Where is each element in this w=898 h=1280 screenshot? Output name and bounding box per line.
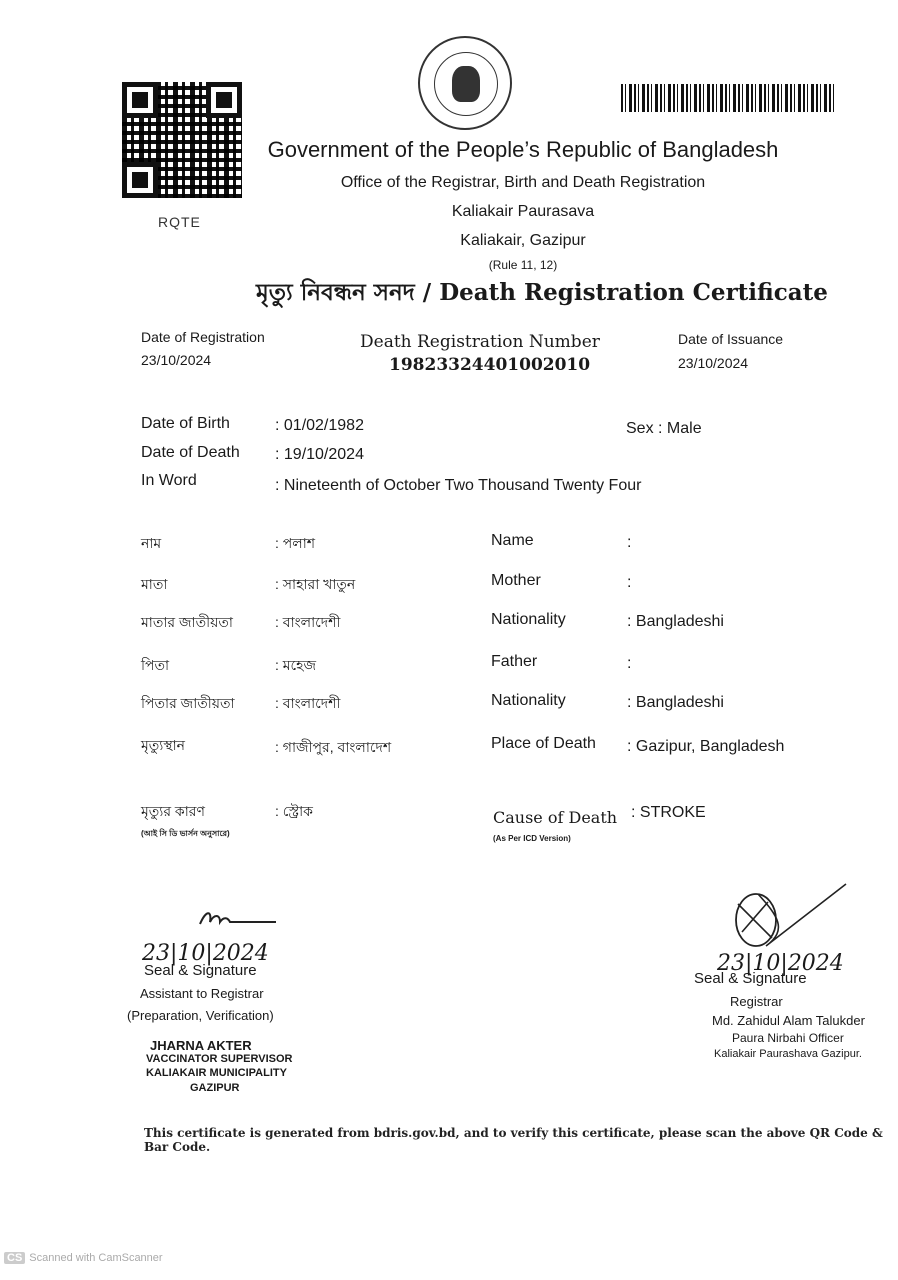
bn-cause-of-death-label: মৃত্যুর কারণ bbox=[141, 803, 205, 819]
scanner-logo: CS bbox=[4, 1252, 25, 1264]
registration-number-value: 19823324401002010 bbox=[389, 355, 591, 375]
bn-cause-of-death-value: : স্ট্রোক bbox=[275, 803, 313, 819]
registrar-name: Md. Zahidul Alam Talukder bbox=[712, 1013, 865, 1028]
registrar-signature-mark bbox=[728, 880, 854, 960]
bn-mother-label: মাতা bbox=[141, 576, 168, 592]
bn-father-label: পিতা bbox=[141, 657, 170, 673]
dob-label: Date of Birth bbox=[141, 415, 230, 432]
stamp-org: KALIAKAIR MUNICIPALITY bbox=[146, 1067, 287, 1079]
en-father-label: Father bbox=[491, 653, 538, 670]
registrar-signature-date: 23|10|2024 bbox=[717, 951, 844, 976]
paurasava-name: Kaliakair Paurasava bbox=[451, 203, 595, 220]
registration-number-label: Death Registration Number bbox=[360, 332, 600, 352]
stamp-name: JHARNA AKTER bbox=[150, 1038, 252, 1053]
bn-cause-of-death-note: (আই সি ডি ভার্সন অনুসারে) bbox=[141, 829, 230, 838]
in-word-label: In Word bbox=[141, 472, 197, 489]
bn-mother-nationality-value: : বাংলাদেশী bbox=[275, 614, 341, 630]
bn-mother-nationality-label: মাতার জাতীয়তা bbox=[141, 614, 233, 630]
bn-name-value: : পলাশ bbox=[275, 535, 316, 551]
footer-note: This certificate is generated from bdris.gov.bd, and to verify this certificate, please scan the above QR Code & Bar Code. bbox=[144, 1126, 883, 1154]
bn-place-of-death-label: মৃত্যুস্থান bbox=[141, 737, 186, 753]
assistant-signature-mark bbox=[196, 908, 280, 932]
en-mother-nationality-value: : Bangladeshi bbox=[627, 613, 724, 630]
in-word-value: : Nineteenth of October Two Thousand Twenty Four bbox=[275, 477, 642, 494]
assistant-role-note: (Preparation, Verification) bbox=[127, 1008, 274, 1023]
scanner-watermark bbox=[4, 1252, 163, 1264]
en-mother-value: : bbox=[627, 574, 632, 591]
government-title: Government of the People’s Republic of Bangladesh bbox=[267, 137, 779, 162]
registrar-place: Kaliakair Paurashava Gazipur. bbox=[714, 1048, 862, 1060]
en-cause-of-death-value: : STROKE bbox=[631, 804, 706, 821]
en-name-value: : bbox=[627, 534, 632, 551]
location-name: Kaliakair, Gazipur bbox=[460, 232, 586, 249]
title-bn: মৃত্যু নিবন্ধন সনদ / bbox=[256, 279, 432, 306]
assistant-seal-label: Seal & Signature bbox=[144, 962, 257, 979]
office-name: Office of the Registrar, Birth and Death Registration bbox=[340, 174, 706, 191]
en-place-of-death-label: Place of Death bbox=[491, 735, 596, 752]
barcode bbox=[621, 84, 836, 112]
en-name-label: Name bbox=[491, 532, 534, 549]
title-en: Death Registration Certificate bbox=[439, 279, 828, 306]
en-place-of-death-value: : Gazipur, Bangladesh bbox=[627, 738, 785, 755]
rule-reference: (Rule 11, 12) bbox=[488, 258, 558, 272]
en-cause-of-death-note: (As Per ICD Version) bbox=[493, 834, 571, 843]
en-mother-nationality-label: Nationality bbox=[491, 611, 566, 628]
qr-label: RQTE bbox=[158, 214, 201, 230]
en-father-nationality-value: : Bangladeshi bbox=[627, 694, 724, 711]
date-of-issuance-label: Date of Issuance bbox=[678, 331, 784, 347]
sex-value: Sex : Male bbox=[626, 420, 702, 437]
dod-value: : 19/10/2024 bbox=[275, 446, 364, 463]
government-seal-icon bbox=[418, 36, 512, 130]
date-of-registration-value: 23/10/2024 bbox=[141, 352, 212, 368]
scanner-text: Scanned with CamScanner bbox=[29, 1252, 163, 1264]
date-of-registration-label: Date of Registration bbox=[141, 329, 265, 345]
certificate-title bbox=[256, 274, 828, 313]
en-mother-label: Mother bbox=[491, 572, 541, 589]
en-father-value: : bbox=[627, 655, 632, 672]
bn-name-label: নাম bbox=[141, 535, 162, 551]
en-cause-of-death-label: Cause of Death bbox=[493, 808, 618, 827]
dod-label: Date of Death bbox=[141, 444, 240, 461]
assistant-signature-date: 23|10|2024 bbox=[142, 941, 269, 966]
stamp-place: GAZIPUR bbox=[190, 1082, 240, 1094]
bn-father-value: : মহেজ bbox=[275, 657, 317, 673]
assistant-role: Assistant to Registrar bbox=[140, 986, 264, 1001]
bn-place-of-death-value: : গাজীপুর, বাংলাদেশ bbox=[275, 739, 392, 755]
dob-value: : 01/02/1982 bbox=[275, 417, 364, 434]
date-of-issuance-value: 23/10/2024 bbox=[678, 355, 749, 371]
bn-father-nationality-label: পিতার জাতীয়তা bbox=[141, 695, 235, 711]
bn-father-nationality-value: : বাংলাদেশী bbox=[275, 695, 341, 711]
registrar-seal-label: Seal & Signature bbox=[694, 970, 807, 987]
bn-mother-value: : সাহারা খাতুন bbox=[275, 576, 356, 592]
registrar-office: Paura Nirbahi Officer bbox=[732, 1031, 844, 1045]
registrar-role: Registrar bbox=[730, 994, 783, 1009]
stamp-title: VACCINATOR SUPERVISOR bbox=[146, 1053, 293, 1065]
en-father-nationality-label: Nationality bbox=[491, 692, 566, 709]
